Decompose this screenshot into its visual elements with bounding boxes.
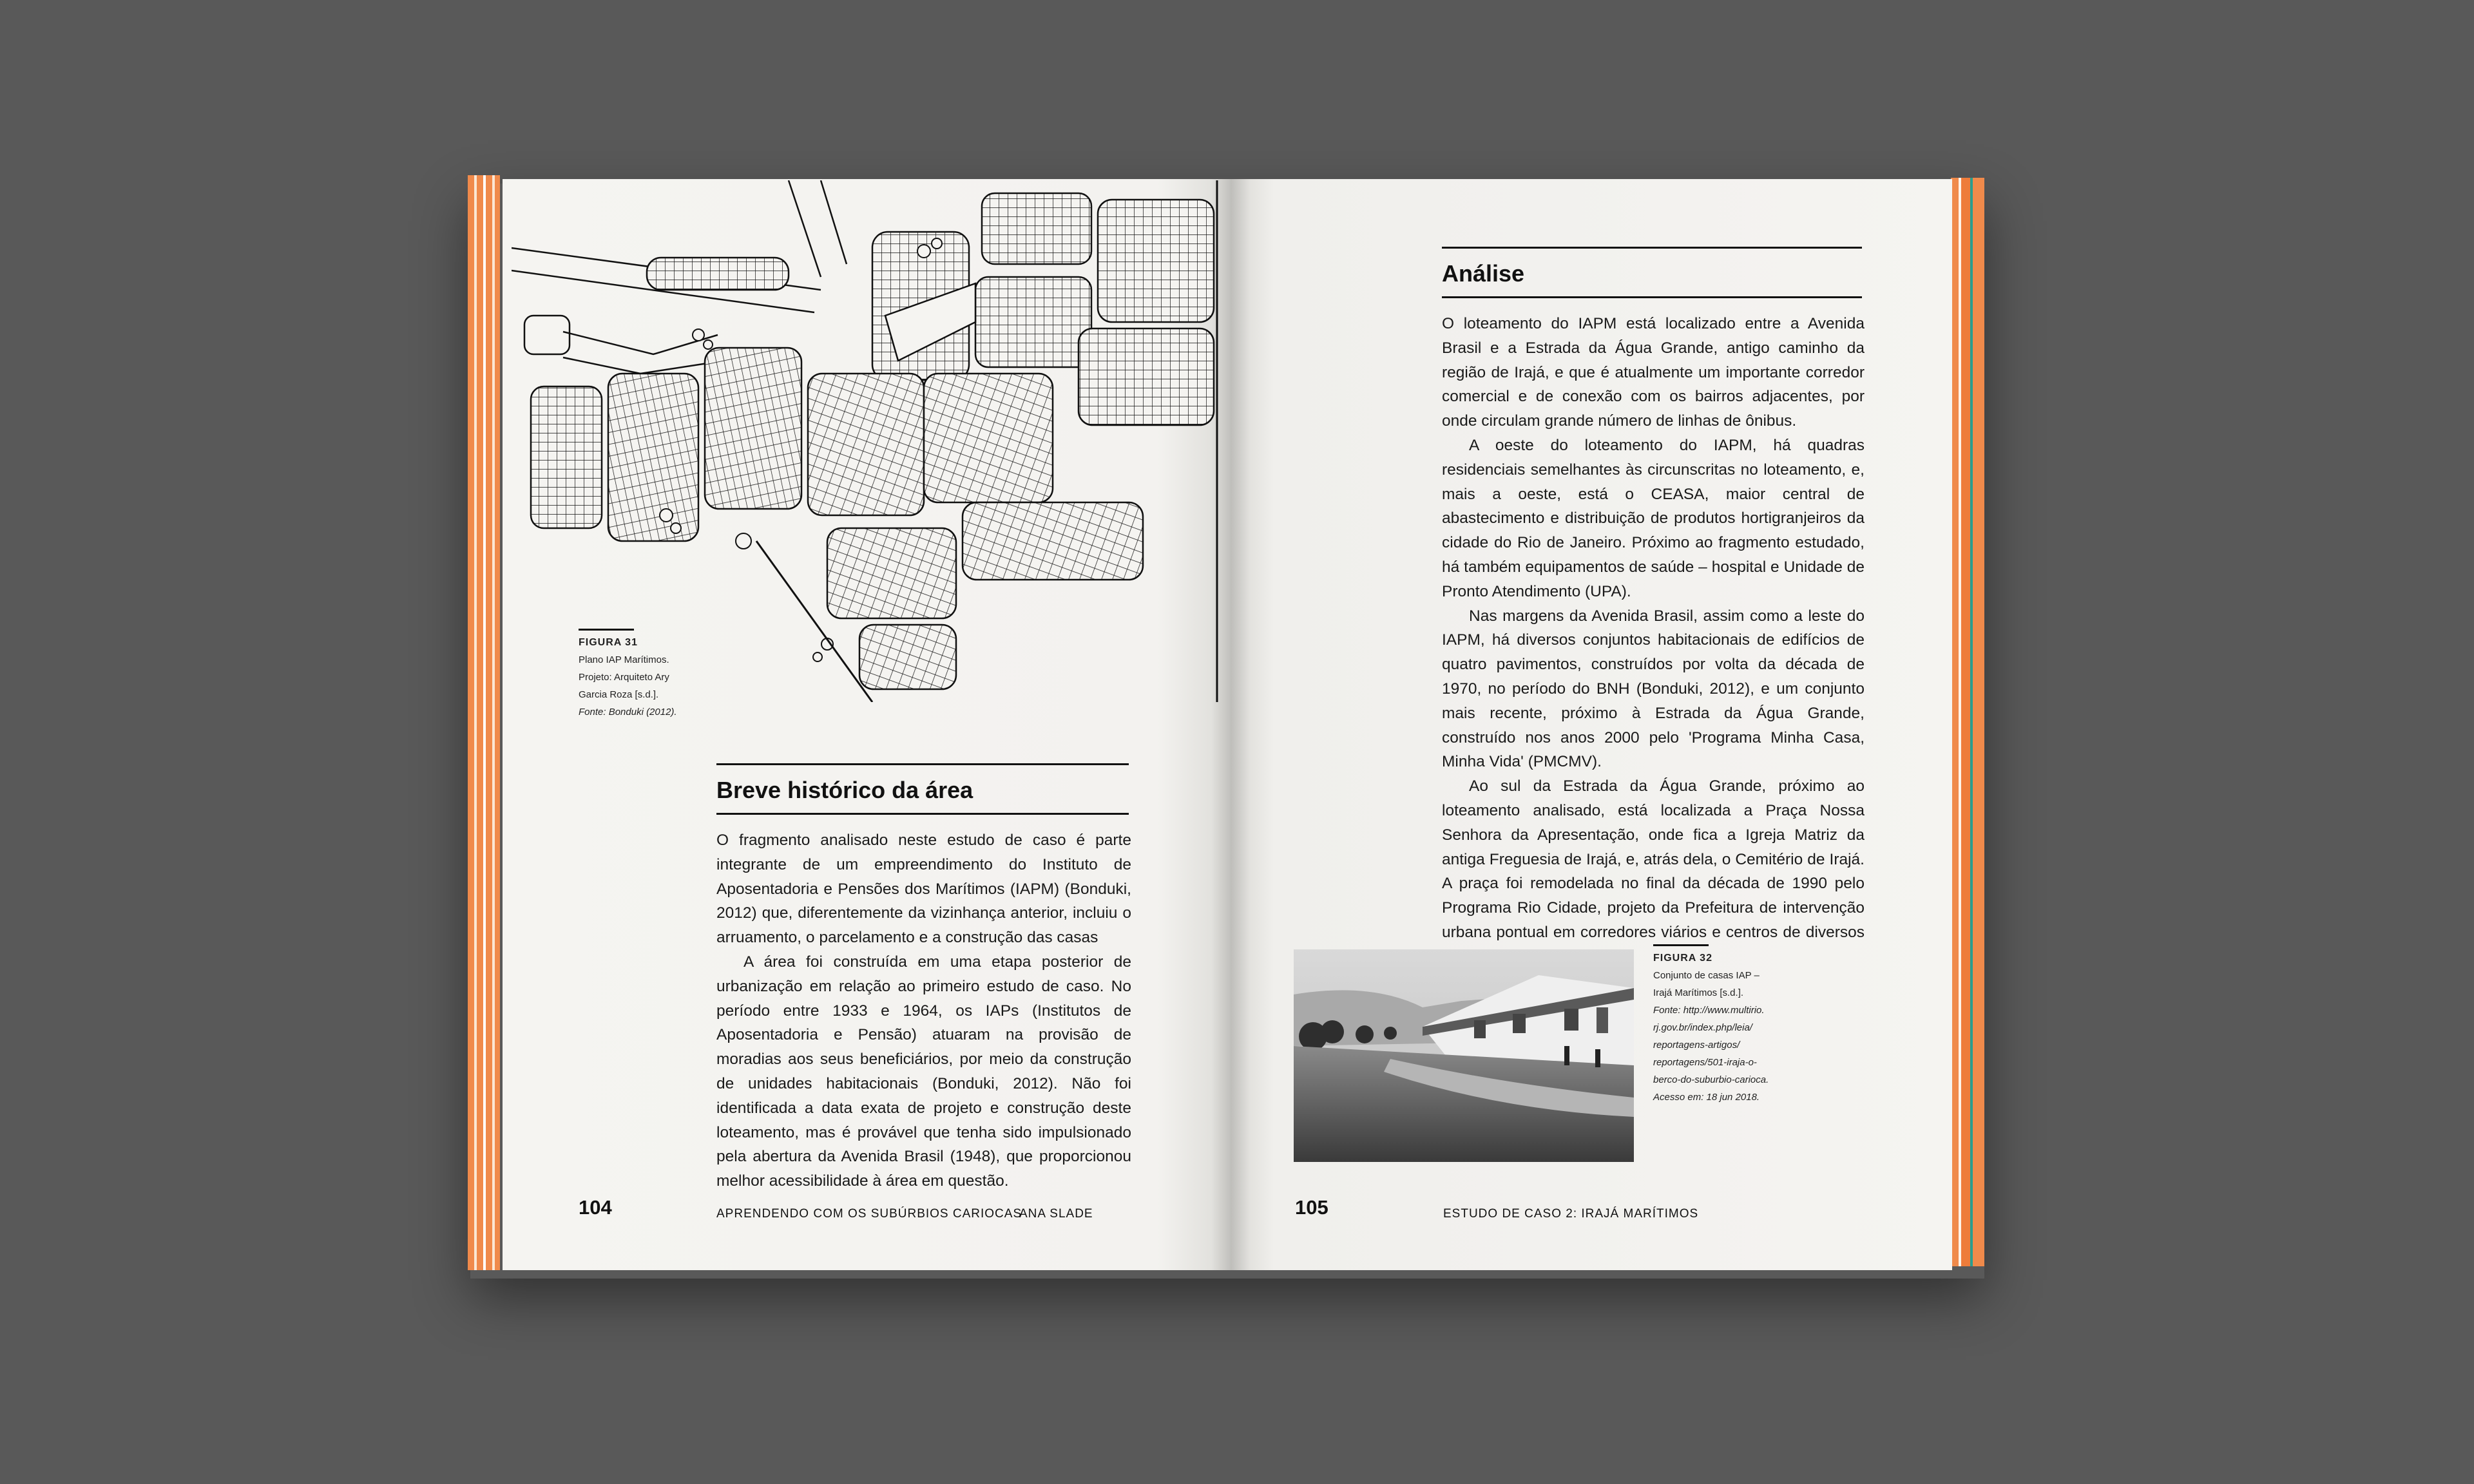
running-head-right: ESTUDO DE CASO 2: IRAJÁ MARÍTIMOS — [1443, 1207, 1699, 1221]
figure-31-source: Fonte: Bonduki (2012). — [579, 707, 677, 718]
figure-32-source: Fonte: http://www.multirio. — [1653, 1005, 1765, 1016]
page-number-left: 104 — [579, 1196, 612, 1219]
caption-rule — [1653, 944, 1709, 946]
paragraph: A área foi construída em uma etapa posterior de urbanização em relação ao primeiro estudo de caso. No período entre 1933 e 1964, os IAPs (Institutos de Aposentadoria e Pensão) atuaram na provisão de moradias aos seus beneficiários, por meio da construção de unidades habitacionais (Bonduki, 2012). Não foi identificada a data exata de projeto e construção deste loteamento, mas é provável que tenha sido impulsionado pela abertura da Avenida Brasil (1948), que proporcionou melhor acessibilidade à área em questão. — [716, 953, 1131, 1190]
paragraph: O fragmento analisado neste estudo de caso é parte integrante de um empreendimento do Instituto de Aposentadoria e Pensões dos Marítimos (IAPM) (Bonduki, 2012) que, diferentemente da vizinhança anterior, incluiu o arruamento, o parcelamento e a construção das casas — [716, 832, 1131, 947]
figure-32-source: Acesso em: 18 jun 2018. — [1653, 1092, 1760, 1103]
gutter-shadow — [1211, 179, 1250, 1270]
cover-edge-right — [1951, 178, 1984, 1266]
figure-31-line: Projeto: Arquiteto Ary — [579, 672, 669, 683]
figure-32-line: Irajá Marítimos [s.d.]. — [1653, 987, 1744, 998]
section-heading-history — [716, 763, 1129, 815]
figure-32-source: berco-do-suburbio-carioca. — [1653, 1074, 1769, 1085]
running-head-left: APRENDENDO COM OS SUBÚRBIOS CARIOCAS — [716, 1207, 1022, 1221]
figure-32-photo — [1294, 949, 1634, 1162]
figure-32-source: reportagens/501-iraja-o- — [1653, 1057, 1757, 1068]
cover-edge-left — [468, 175, 500, 1270]
heading-rule-bottom — [1442, 296, 1862, 298]
paragraph: O loteamento do IAPM está localizado entre a Avenida Brasil e a Estrada da Água Grande, antigo caminho da região de Irajá, e que é atualmente um importante corredor comercial e de conexão com os bairros adjacentes, por onde circulam grande número de linhas de ônibus. — [1442, 315, 1865, 430]
heading-text: Análise — [1442, 260, 1525, 287]
caption-rule — [579, 629, 634, 631]
paragraph: Ao sul da Estrada da Água Grande, próximo ao loteamento analisado, está localizada a Praça Nossa Senhora da Apresentação, onde fica a Igreja Matriz da antiga Freguesia de Irajá, e, atrás dela, o Cemitério de Irajá. A praça foi remodelada no final da década de 1990 pelo Programa Rio Cidade, projeto da Prefeitura de intervenção urbana pontual em corredores viários e centros de diversos — [1442, 777, 1865, 941]
heading-rule-bottom — [716, 813, 1129, 815]
site-plan-drawing — [512, 180, 1227, 702]
paragraph: A oeste do loteamento do IAPM, há quadras residenciais semelhantes às circunscritas no loteamento, e, mais a oeste, está o CEASA, maior central de abastecimento e distribuição de produtos hortigranjeiros da cidade do Rio de Janeiro. Próximo ao fragmento estudado, há também equipamentos de saúde – hospital e Unidade de Pronto Atendimento (UPA). — [1442, 436, 1865, 600]
figure-32-caption — [1653, 944, 1769, 1106]
figure-31-caption — [579, 629, 677, 721]
paragraph: Nas margens da Avenida Brasil, assim como a leste do IAPM, há diversos conjuntos habitacionais de edifícios de quatro pavimentos, construídos por volta da década de 1970, no período do BNH (Bonduki, 2012), e um conjunto mais recente, próximo à Estrada da Água Grande, construído nos anos 2000 pelo 'Programa Minha Casa, Minha Vida' (PMCMV). — [1442, 607, 1865, 771]
heading-text: Breve histórico da área — [716, 777, 973, 803]
figure-32-label: FIGURA 32 — [1653, 953, 1712, 964]
figure-32-source: reportagens-artigos/ — [1653, 1040, 1740, 1051]
figure-32-line: Conjunto de casas IAP – — [1653, 970, 1760, 981]
figure-31-line: Garcia Roza [s.d.]. — [579, 689, 659, 700]
left-body-text — [716, 828, 1131, 1194]
figure-31-line: Plano IAP Marítimos. — [579, 654, 669, 665]
figure-31-label: FIGURA 31 — [579, 637, 638, 648]
page-number-right: 105 — [1295, 1196, 1328, 1219]
section-heading-analysis — [1442, 247, 1862, 298]
running-head-author: ANA SLADE — [1019, 1207, 1093, 1221]
right-body-text — [1442, 312, 1865, 969]
figure-32-source: rj.gov.br/index.php/leia/ — [1653, 1022, 1752, 1033]
